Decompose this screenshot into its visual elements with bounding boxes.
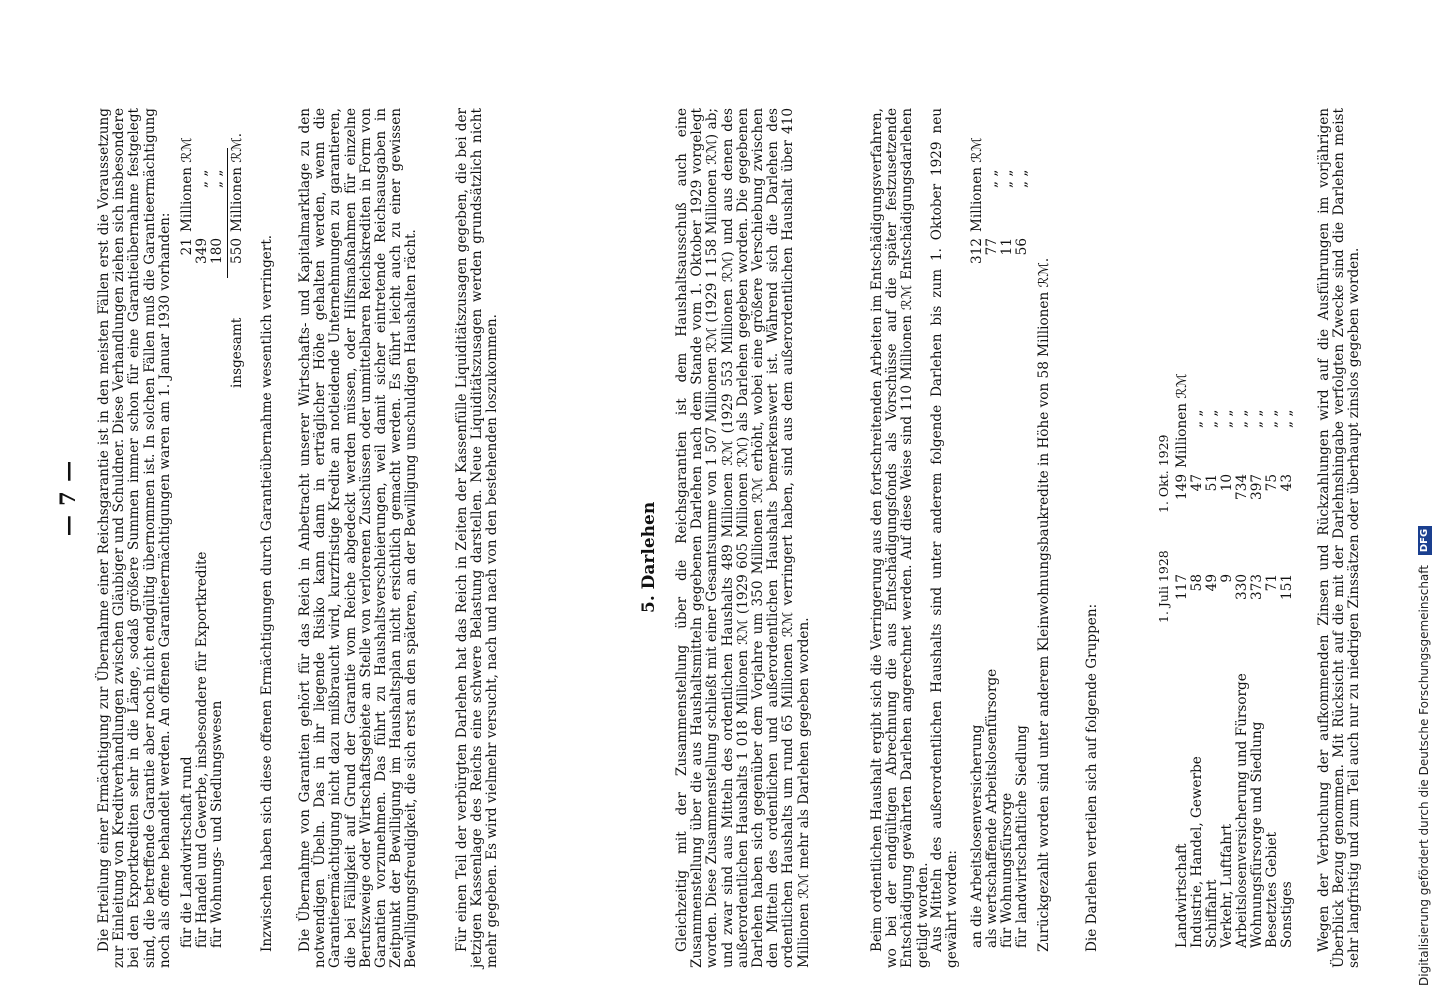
table-row bbox=[1204, 108, 1219, 948]
table-cell-1928: 49 bbox=[1204, 574, 1220, 592]
table-cell-1929: 51 bbox=[1204, 474, 1220, 492]
table-cell-1928: 373 bbox=[1249, 574, 1265, 600]
table-cell-1929: 47 bbox=[1189, 474, 1205, 492]
intro-paragraph: Die Erteilung einer Ermächtigung zur Übernahme einer Reichsgarantie ist in den meisten Fällen erst die Voraussetzung zur Einleitung von Kreditverhandlungen zwischen Gläubiger und Schuldner. Diese Verhandlungen ziehen sich insbesondere bei den Exportkrediten sehr in die Länge, sodaß größere Summen immer schon für eine Garantieübernahme festgelegt sind, die betreffende Garantie aber noch nicht endgültig übernommen ist. In solchen Fällen muß die Garantieermächtigung noch als offene behandelt werden. An offenen Garantieermächtigungen waren am 1. Januar 1930 vorhanden: bbox=[96, 108, 173, 968]
guarantee-unit: „ „ bbox=[194, 169, 210, 188]
section-heading: 5. Darlehen bbox=[639, 501, 659, 613]
column-header-1929: 1. Okt. 1929 bbox=[1156, 434, 1171, 513]
table-cell-1928: 71 bbox=[1264, 574, 1280, 592]
table-cell-1928: 58 bbox=[1189, 574, 1205, 592]
guarantee-label: für Handel und Gewerbe, insbesondere für Exportkredite bbox=[194, 551, 210, 948]
dfg-notice-text: Digitalisierung gefördert durch die Deutsche Forschungsgemeinschaft bbox=[1417, 564, 1431, 986]
paragraph-overview: Gleichzeitig mit der Zusammenstellung über die Reichsgarantien ist dem Haushaltsausschuß auch eine Zusammenstellung über die aus Haushaltsmitteln gegebenen Darlehen nach dem Stande vom 1. Oktober 1929 vorgelegt worden. Diese Zusammenstellung schließt mit einer Gesamtsumme von 1 507 Millionen ℛℳ (1929 1 158 Millionen ℛℳ) ab; und zwar sind aus Mitteln des ordentlichen Haushalts 489 Millionen ℛℳ (1929 553 Millionen ℛℳ) und aus denen des außerordentlichen Haushalts 1 018 Millionen ℛℳ (1929 605 Millionen ℛℳ) als Darlehen gegeben worden. Die gegebenen Darlehen haben sich gegenüber dem Vorjahre um 350 Millionen ℛℳ erhöht, wobei eine größere Verschiebung zwischen den Mitteln des ordentlichen und außerordentlichen Haushalts bemerkenswert ist. Während sich die Darlehen des ordentlichen Haushalts um rund 65 Millionen ℛℳ verringert haben, sind aus dem außerordentlichen Haushalt über 410 Millionen ℛℳ mehr als Darlehen gegeben worden. bbox=[674, 108, 812, 968]
table-cell-unit: „ „ bbox=[1204, 409, 1220, 428]
table-row bbox=[1264, 108, 1279, 948]
paragraph-takeover: Die Übernahme von Garantien gehört für das Reich in Anbetracht unserer Wirtschafts- und Kapitalmarktlage zu den notwendigen Übeln. Das in ihr liegende Risiko kann dann in erträglicher Höhe gehalten werden, wenn die Garantieermächtigung nicht dazu mißbraucht wird, kurzfristige Kredite an notleidende Unternehmungen zu garantieren, die bei Fälligkeit auf Grund der Garantie vom Reiche abgedeckt werden müssen, oder Hilfsmaßnahmen für einzelne Berufszweige oder Wirtschaftsgebiete an Stelle von verlorenen Zuschüssen oder unmittelbaren Reichskrediten in Form von Garantien vorzunehmen. Das führt zu Haushaltsverschleierungen, weil damit sicher eintretende Reichsausgaben in Zeitpunkt der Bewilligung im Haushaltsplan nicht ersichtlich gemacht werden. Es führt leicht auch zu einer gewissen Bewilligungsfreudigkeit, die sich erst an den späteren, an der Bewilligung unschuldigen Haushalten rächt. bbox=[297, 108, 420, 968]
table-row-label: Verkehr, Luftfahrt bbox=[1219, 824, 1235, 948]
guarantee-unit: Millionen ℛℳ bbox=[179, 137, 195, 232]
dfg-logo: DFG bbox=[1418, 526, 1432, 555]
new-loan-amount: 56 bbox=[1014, 238, 1030, 256]
guarantee-total-amount: 550 bbox=[229, 238, 245, 264]
page-number: — 7 — bbox=[55, 459, 80, 537]
guarantee-total-unit: Millionen ℛℳ. bbox=[229, 132, 245, 232]
table-row bbox=[1219, 108, 1234, 948]
guarantee-row bbox=[180, 108, 195, 948]
paragraph-repaid: Zurückgezahlt worden sind unter anderem Kleinwohnungsbaukredite in Höhe von 58 Millionen ℛℳ. bbox=[1036, 257, 1052, 952]
table-row bbox=[1279, 108, 1294, 948]
table-cell-unit: „ „ bbox=[1264, 409, 1280, 428]
new-loan-row bbox=[1000, 108, 1015, 948]
new-loan-label: für landwirtschaftliche Siedlung bbox=[1014, 725, 1030, 948]
table-row-label: Schiffahrt bbox=[1204, 879, 1220, 948]
new-loan-label: für Wohnungsfürsorge bbox=[999, 792, 1015, 948]
rotated-page bbox=[55, 28, 1363, 968]
table-cell-1929: 10 bbox=[1219, 474, 1235, 492]
guarantee-label: für die Landwirtschaft rund bbox=[179, 756, 195, 948]
table-cell-unit: Millionen ℛℳ bbox=[1174, 373, 1190, 468]
table-cell-1929: 43 bbox=[1279, 474, 1295, 492]
guarantee-total-label: insgesamt bbox=[229, 317, 245, 388]
table-row-label: Besetztes Gebiet bbox=[1264, 832, 1280, 948]
table-cell-unit: „ „ bbox=[1219, 409, 1235, 428]
column-header-1928: 1. Juli 1928 bbox=[1156, 550, 1171, 623]
paragraph-extraordinary: Aus Mitteln des außerordentlichen Haushalts sind unter anderem folgende Darlehen bis zum 1. Oktober 1929 neu gewährt worden: bbox=[929, 108, 961, 968]
table-cell-1929: 397 bbox=[1249, 474, 1265, 500]
guarantee-amount: 180 bbox=[209, 238, 225, 264]
guarantee-row bbox=[195, 108, 210, 948]
table-row bbox=[1174, 108, 1189, 948]
guarantee-label: für Wohnungs- und Siedlungswesen bbox=[209, 700, 225, 948]
table-row bbox=[1234, 108, 1249, 948]
table-row-label: Arbeitslosenversicherung und Fürsorge bbox=[1234, 673, 1250, 948]
dfg-notice bbox=[1414, 6, 1434, 986]
new-loan-amount: 312 bbox=[969, 238, 985, 264]
table-cell-unit: „ „ bbox=[1189, 409, 1205, 428]
new-loan-row bbox=[970, 108, 985, 948]
guarantee-row bbox=[210, 108, 225, 948]
new-loan-unit: „ „ bbox=[1014, 169, 1030, 188]
new-loan-amount: 77 bbox=[984, 238, 1000, 256]
new-loan-amount: 11 bbox=[999, 238, 1015, 256]
sum-rule bbox=[227, 148, 228, 278]
table-row bbox=[1189, 108, 1204, 948]
paragraph-ordinary: Beim ordentlichen Haushalt ergibt sich die Verringerung aus den fortschreitenden Arbeiten im Entschädigungsverfahren, wo bei der endgültigen Abrechnung die aus Entschädigungsfonds als Vorschüsse auf die später festzusetzende Entschädigung gewährten Darlehen angerechnet werden. Auf diese Weise sind 110 Millionen ℛℳ Entschädigungsdarlehen getilgt worden. bbox=[869, 108, 931, 968]
new-loan-unit: „ „ bbox=[999, 169, 1015, 188]
table-cell-1928: 9 bbox=[1219, 574, 1235, 583]
new-loan-unit: Millionen ℛℳ bbox=[969, 137, 985, 232]
table-cell-unit: „ „ bbox=[1234, 409, 1250, 428]
new-loan-unit: „ „ bbox=[984, 169, 1000, 188]
guarantee-amount: 349 bbox=[194, 238, 210, 264]
paragraph-distribution: Die Darlehen verteilen sich auf folgende Gruppen: bbox=[1084, 603, 1100, 952]
table-cell-unit: „ „ bbox=[1279, 409, 1295, 428]
guarantee-amount: 21 bbox=[179, 238, 195, 256]
loans-table bbox=[1156, 108, 1306, 968]
new-loan-label: an die Arbeitslosenversicherung bbox=[969, 724, 985, 948]
paragraph-liquidity: Für einen Teil der verbürgten Darlehen hat das Reich in Zeiten der Kassenfülle Liquiditätszusagen gegeben, die bei der jetzigen Kassenlage des Reichs eine schwere Belastung darstellen. Neue Liquiditätszusagen werden grundsätzlich nicht mehr gegeben. Es wird vielmehr versucht, nach und nach von den bestehenden loszukommen. bbox=[454, 108, 501, 968]
table-row-label: Landwirtschaft bbox=[1174, 843, 1190, 948]
table-cell-1928: 117 bbox=[1174, 574, 1190, 600]
paragraph-since: Inzwischen haben sich diese offenen Ermächtigungen durch Garantieübernahme wesentlich verringert. bbox=[259, 234, 275, 952]
new-loan-row bbox=[1015, 108, 1030, 948]
new-loan-label: als wertschaffende Arbeitslosenfürsorge bbox=[984, 668, 1000, 948]
table-cell-1929: 75 bbox=[1264, 474, 1280, 492]
table-cell-1928: 330 bbox=[1234, 574, 1250, 600]
new-loan-row bbox=[985, 108, 1000, 948]
table-row-label: Industrie, Handel, Gewerbe bbox=[1189, 756, 1205, 948]
paragraph-interest: Wegen der Verbuchung der aufkommenden Zinsen und Rückzahlungen wird auf die Ausführungen im vorjährigen Überblick Bezug genommen. Mit Rücksicht auf die mit der Darlehnshingabe verfolgten Zwecke sind die Darlehen meist sehr langfristig und zum Teil auch nur zu niedrigen Zinssätzen oder überhaupt zinslos gegeben worden. bbox=[1316, 108, 1363, 968]
table-cell-1929: 149 bbox=[1174, 474, 1190, 500]
table-row-label: Sonstiges bbox=[1279, 881, 1295, 948]
guarantee-unit: „ „ bbox=[209, 169, 225, 188]
table-row bbox=[1249, 108, 1264, 948]
table-cell-1928: 151 bbox=[1279, 574, 1295, 600]
table-cell-1929: 734 bbox=[1234, 474, 1250, 500]
table-cell-unit: „ „ bbox=[1249, 409, 1265, 428]
table-row-label: Wohnungsfürsorge und Siedlung bbox=[1249, 721, 1265, 948]
